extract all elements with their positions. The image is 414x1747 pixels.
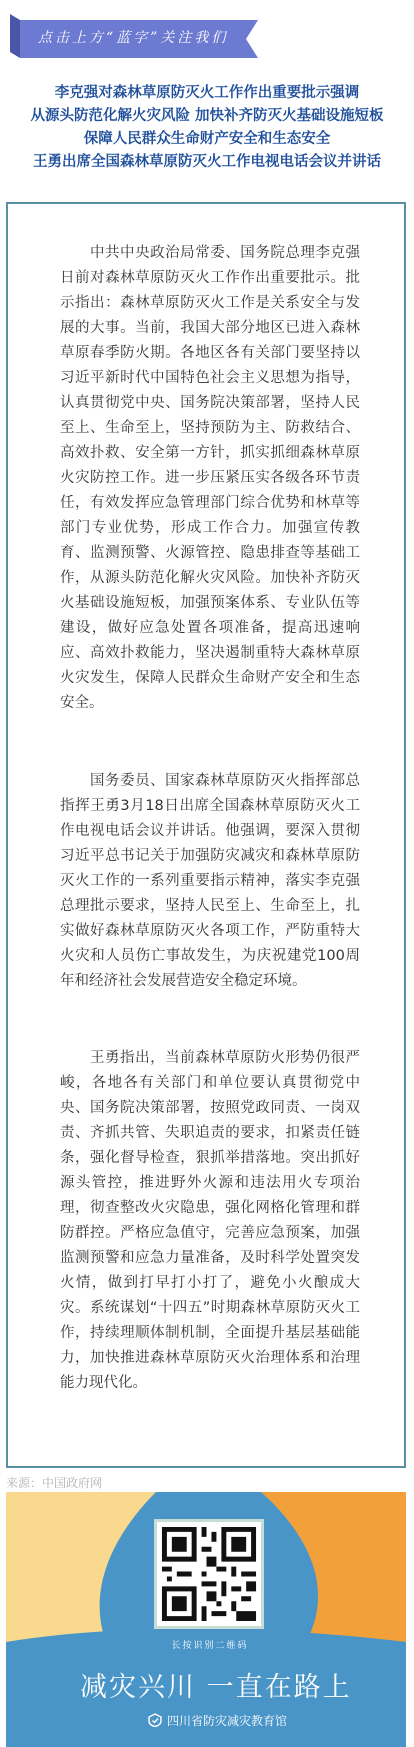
headline-line: 保障人民群众生命财产安全和生态安全 [83,131,331,147]
headline-line: 从源头防范化解火灾风险 加快补齐防灭火基础设施短板 [30,108,384,124]
slogan: 减灾兴川 一直在路上 [80,1672,352,1703]
qr-code-icon [157,1522,261,1626]
headline [0,82,414,174]
article-paragraph: 王勇指出，当前森林草原防火形势仍很严峻，各地各有关部门和单位要认真贯彻党中央、国务院决策部署，按照党政同责、一岗双责、齐抓共管、失职追责的要求，扣紧责任链条，强化督导检查，狠抓举措落地。突出抓好源头管控，推进野外火源和违法用火专项治理，彻查整改火灾隐患，强化网格化管理和群防群控。严格应急值守，完善应急预案，加强监测预警和应急力量准备，及时科学处置突发火情，做到打早打小打了，避免小火酿成大灾。系统谋划“十四五”时期森林草原防灭火工作，持续理顺体制机制，全面提升基层基础能力，加快推进森林草原防灭火治理体系和治理能力现代化。 [60,1050,360,1391]
organization-name: 四川省防灾减灾教育馆 [167,1714,288,1728]
follow-banner-text[interactable]: 点击上方“蓝字”关注我们 [38,30,229,46]
article-paragraph: 国务委员、国家森林草原防灭火指挥部总指挥王勇3月18日出席全国森林草原防灭火工作电视电话会议并讲话。他强调，要深入贯彻习近平总书记关于加强防灾减灾和森林草原防灭火工作的一系列重要指示精神，落实李克强总理批示要求，坚持人民至上、生命至上，扎实做好森林草原防灭火各项工作，严防重特大火灾和人员伤亡事故发生，为庆祝建党100周年和经济社会发展营造安全稳定环境。 [60,773,360,989]
organization-logo-icon [148,1713,162,1727]
source-note: 来源：中国政府网 [6,1476,103,1490]
article-paragraph: 中共中央政治局常委、国务院总理李克强日前对森林草原防灭火工作作出重要批示。批示指出：森林草原防灭火工作是关系安全与发展的大事。当前，我国大部分地区已进入森林草原春季防火期。各地区各有关部门要坚持以习近平新时代中国特色社会主义思想为指导，认真贯彻党中央、国务院决策部署，坚持人民至上、生命至上，坚持预防为主、防救结合、高效扑救、安全第一方针，抓实抓细森林草原火灾防控工作。进一步压紧压实各级各环节责任，有效发挥应急管理部门综合优势和林草等部门专业优势，形成工作合力。加强宣传教育、监测预警、火源管控、隐患排查等基础工作，从源头防范化解火灾风险。加快补齐防灭火基础设施短板，加强预案体系、专业队伍等建设，做好应急处置各项准备，提高迅速响应、高效扑救能力，坚决遏制重特大森林草原火灾发生，保障人民群众生命财产安全和生态安全。 [60,245,360,711]
qr-code[interactable] [154,1519,264,1629]
qr-hint: 长按识别二维码 [171,1641,249,1651]
headline-line: 李克强对森林草原防灭火工作作出重要批示强调 [54,85,360,101]
headline-line: 王勇出席全国森林草原防灭火工作电视电话会议并讲话 [33,154,381,170]
